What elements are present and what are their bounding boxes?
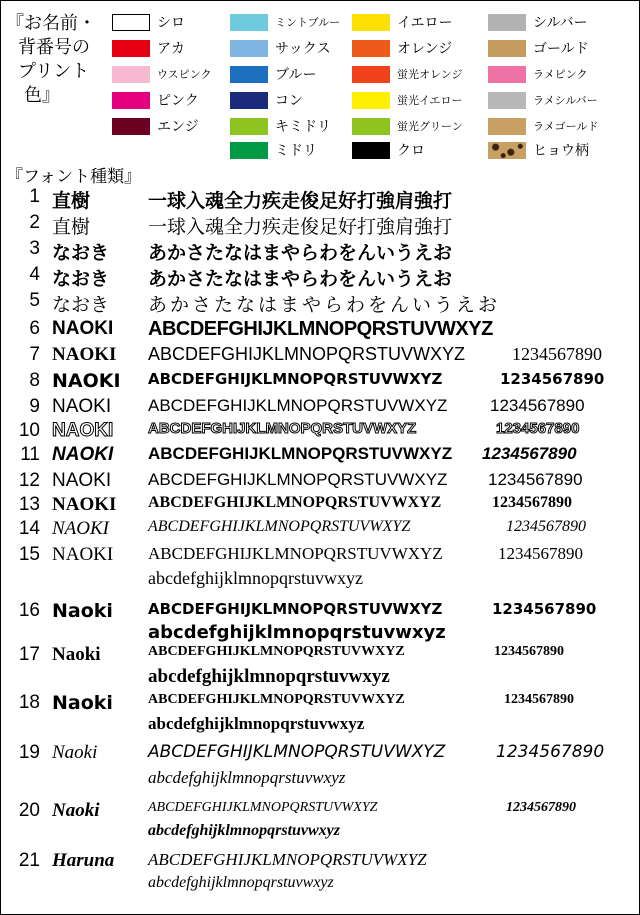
- color-swatch: [112, 118, 150, 135]
- font-sample-name: Naoki: [52, 644, 101, 665]
- font-sample-name: NAOKI: [52, 318, 114, 339]
- font-number: 5: [29, 290, 40, 311]
- font-number: 16: [18, 600, 40, 621]
- font-sample-text: ABCDEFGHIJKLMNOPQRSTUVWXYZ: [148, 600, 443, 618]
- font-number: 2: [29, 212, 40, 233]
- font-sample-name: NAOKI: [52, 396, 112, 417]
- color-option: [488, 37, 589, 59]
- font-sample-text: あかさたなはまやらわをんいうえお: [148, 294, 501, 316]
- color-swatch: [488, 118, 526, 135]
- color-label: アカ: [157, 41, 185, 57]
- font-sample-digits: 1234567890: [496, 420, 580, 437]
- font-sample-digits: 1234567890: [512, 344, 602, 364]
- font-number: 18: [18, 692, 40, 713]
- font-sample-digits: 1234567890: [506, 800, 576, 815]
- font-number: 14: [18, 518, 40, 539]
- color-option: [112, 11, 185, 33]
- color-label: シロ: [157, 15, 185, 31]
- color-label: 蛍光イエロー: [397, 94, 463, 107]
- font-number: 17: [18, 644, 40, 665]
- font-sample-text: 一球入魂全力疾走俊足好打強肩強打: [148, 190, 453, 212]
- color-section-title: [6, 12, 96, 108]
- font-number: 11: [20, 444, 40, 465]
- color-option: [112, 115, 199, 137]
- font-sample-digits: 1234567890: [488, 470, 583, 489]
- font-sample-digits: 1234567890: [494, 644, 564, 659]
- font-sample-lowercase: abcdefghijklmnopqrstuvwxyz: [148, 714, 365, 733]
- font-sample-text: ABCDEFGHIJKLMNOPQRSTUVWXYZ: [148, 644, 405, 659]
- color-label: ウスピンク: [157, 68, 212, 81]
- font-sample-lowercase: abcdefghijklmnopqrstuvwxyz: [148, 568, 363, 588]
- color-option: [352, 63, 462, 85]
- font-number: 6: [29, 318, 40, 339]
- font-sample-name: NAOKI: [52, 420, 114, 441]
- font-number: 8: [29, 370, 40, 391]
- color-label: クロ: [397, 143, 425, 159]
- font-number: 12: [18, 470, 40, 491]
- font-sample-name: Naoki: [52, 742, 98, 763]
- color-swatch: [488, 142, 526, 159]
- font-sample-text: ABCDEFGHIJKLMNOPQRSTUVWXYZ: [148, 850, 427, 869]
- color-swatch: [488, 92, 526, 109]
- color-swatch: [112, 66, 150, 83]
- font-sample-digits: 1234567890: [504, 692, 574, 707]
- font-sample-text: ABCDEFGHIJKLMNOPQRSTUVWXYZ: [148, 444, 453, 463]
- color-label: ラメゴールド: [533, 120, 599, 133]
- font-sample-lowercase: abcdefghijklmnopqrstuvwxyz: [148, 666, 390, 687]
- color-swatch: [352, 118, 390, 135]
- font-sample-name: NAOKI: [52, 344, 117, 365]
- font-sample-text: ABCDEFGHIJKLMNOPQRSTUVWXYZ: [148, 318, 493, 340]
- font-sample-name: NAOKI: [52, 470, 112, 491]
- color-swatch: [230, 14, 268, 31]
- color-label: コン: [275, 93, 303, 109]
- font-number: 21: [18, 850, 40, 871]
- font-sample-name: NAOKI: [52, 370, 121, 392]
- color-title-line: 『お名前・: [6, 13, 96, 34]
- font-sample-text: ABCDEFGHIJKLMNOPQRSTUVWXYZ: [148, 344, 466, 364]
- color-label: ブルー: [275, 67, 317, 83]
- font-sample-digits: 1234567890: [498, 544, 583, 563]
- font-sample-text: あかさたなはまやらわをんいうえお: [148, 268, 453, 290]
- color-option: [352, 11, 452, 33]
- font-number: 3: [29, 238, 40, 259]
- font-sample-digits: 1234567890: [492, 494, 572, 511]
- font-sample-text: ABCDEFGHIJKLMNOPQRSTUVWXYZ: [148, 800, 378, 815]
- color-label: ピンク: [157, 93, 199, 109]
- font-sample-name: なおき: [52, 294, 110, 316]
- color-swatch: [352, 14, 390, 31]
- color-label: キミドリ: [275, 119, 331, 135]
- font-sample-text: あかさたなはまやらわをんいうえお: [148, 242, 453, 264]
- font-sample-name: Naoki: [52, 692, 113, 714]
- font-sample-name: Naoki: [52, 600, 113, 622]
- color-label: 蛍光オレンジ: [397, 68, 463, 81]
- color-option: [352, 139, 425, 161]
- font-sample-digits: 1234567890: [496, 742, 605, 762]
- font-sample-digits: 1234567890: [500, 370, 605, 388]
- color-option: [352, 115, 463, 137]
- font-sample-text: ABCDEFGHIJKLMNOPQRSTUVWXYZ: [148, 742, 446, 762]
- color-label: 蛍光グリーン: [397, 120, 463, 133]
- color-swatch: [488, 14, 526, 31]
- color-swatch: [488, 66, 526, 83]
- font-number: 15: [18, 544, 40, 565]
- color-option: [112, 37, 185, 59]
- font-sample-name: なおき: [52, 268, 110, 290]
- font-sample-name: 直樹: [52, 190, 91, 212]
- font-number: 9: [29, 396, 40, 417]
- color-swatch: [352, 142, 390, 159]
- font-sample-lowercase: abcdefghijklmnopqrstuvwxyz: [148, 768, 346, 787]
- color-option: [488, 115, 598, 137]
- color-option: [230, 37, 331, 59]
- color-swatch: [230, 118, 268, 135]
- color-option: [230, 139, 317, 161]
- font-sample-name: 直樹: [52, 216, 91, 238]
- color-option: [352, 37, 452, 59]
- font-section-title: 『フォント種類』: [6, 167, 142, 187]
- font-number: 20: [18, 800, 40, 821]
- font-sample-text: ABCDEFGHIJKLMNOPQRSTUVWXYZ: [148, 544, 443, 563]
- color-label: エンジ: [157, 119, 199, 135]
- font-number: 4: [29, 264, 40, 285]
- color-option: [230, 11, 340, 33]
- color-option: [488, 89, 598, 111]
- font-sample-text: ABCDEFGHIJKLMNOPQRSTUVWXYZ: [148, 470, 448, 489]
- color-swatch: [488, 40, 526, 57]
- font-sample-name: NAOKI: [52, 494, 117, 515]
- font-number: 19: [18, 742, 40, 763]
- font-sample-digits: 1234567890: [490, 396, 585, 415]
- color-option: [488, 139, 589, 161]
- color-label: ラメシルバー: [533, 94, 598, 107]
- font-sample-text: ABCDEFGHIJKLMNOPQRSTUVWXYZ: [148, 396, 448, 415]
- color-option: [488, 11, 588, 33]
- font-sample-name: NAOKI: [52, 518, 109, 539]
- font-sample-name: Naoki: [52, 800, 100, 821]
- color-swatch: [230, 142, 268, 159]
- font-sample-name: NAOKI: [52, 544, 114, 565]
- font-number: 10: [18, 420, 40, 441]
- color-label: ゴールド: [533, 41, 589, 57]
- font-sample-name: なおき: [52, 242, 110, 264]
- font-sample-lowercase: abcdefghijklmnopqrstuvwxyz: [148, 622, 446, 643]
- font-sample-text: ABCDEFGHIJKLMNOPQRSTUVWXYZ: [148, 692, 405, 707]
- font-sample-digits: 1234567890: [506, 518, 586, 535]
- color-swatch: [230, 40, 268, 57]
- color-title-line: 色』: [24, 85, 60, 106]
- color-swatch: [352, 40, 390, 57]
- color-swatch: [112, 14, 150, 31]
- color-option: [112, 63, 211, 85]
- font-sample-text: ABCDEFGHIJKLMNOPQRSTUVWXYZ: [148, 494, 442, 511]
- color-swatch: [352, 66, 390, 83]
- font-sample-text: 一球入魂全力疾走俊足好打強肩強打: [148, 216, 453, 238]
- font-sample-lowercase: abcdefghijklmnopqrstuvwxyz: [148, 822, 341, 839]
- color-title-line: 背番号の: [18, 37, 90, 58]
- color-swatch: [112, 40, 150, 57]
- color-swatch: [112, 92, 150, 109]
- color-option: [230, 89, 303, 111]
- font-sample-lowercase: abcdefghijklmnopqrstuvwxyz: [148, 874, 334, 891]
- color-label: ミドリ: [275, 143, 317, 159]
- font-number: 13: [18, 494, 40, 515]
- color-option: [112, 89, 199, 111]
- color-label: イエロー: [397, 15, 453, 31]
- color-option: [352, 89, 463, 111]
- color-label: ラメピンク: [533, 68, 588, 81]
- font-number: 7: [29, 344, 40, 365]
- color-option: [488, 63, 587, 85]
- color-label: オレンジ: [397, 41, 453, 57]
- font-sample-name: NAOKI: [52, 444, 114, 465]
- color-title-line: プリント: [18, 61, 90, 82]
- font-sample-name: Haruna: [52, 850, 115, 871]
- color-swatch: [352, 92, 390, 109]
- font-sample-text: ABCDEFGHIJKLMNOPQRSTUVWXYZ: [148, 370, 443, 388]
- font-sample-digits: 1234567890: [492, 600, 597, 618]
- color-label: サックス: [275, 41, 331, 57]
- font-sample-text: ABCDEFGHIJKLMNOPQRSTUVWXYZ: [148, 518, 411, 535]
- color-label: ヒョウ柄: [533, 143, 589, 159]
- font-sample-text: ABCDEFGHIJKLMNOPQRSTUVWXYZ: [148, 420, 417, 437]
- font-number: 1: [29, 186, 40, 207]
- color-label: ミントブルー: [275, 16, 341, 29]
- color-swatch: [230, 92, 268, 109]
- color-label: シルバー: [533, 15, 588, 31]
- color-option: [230, 115, 331, 137]
- color-swatch: [230, 66, 268, 83]
- font-sample-digits: 1234567890: [482, 444, 577, 463]
- color-option: [230, 63, 316, 85]
